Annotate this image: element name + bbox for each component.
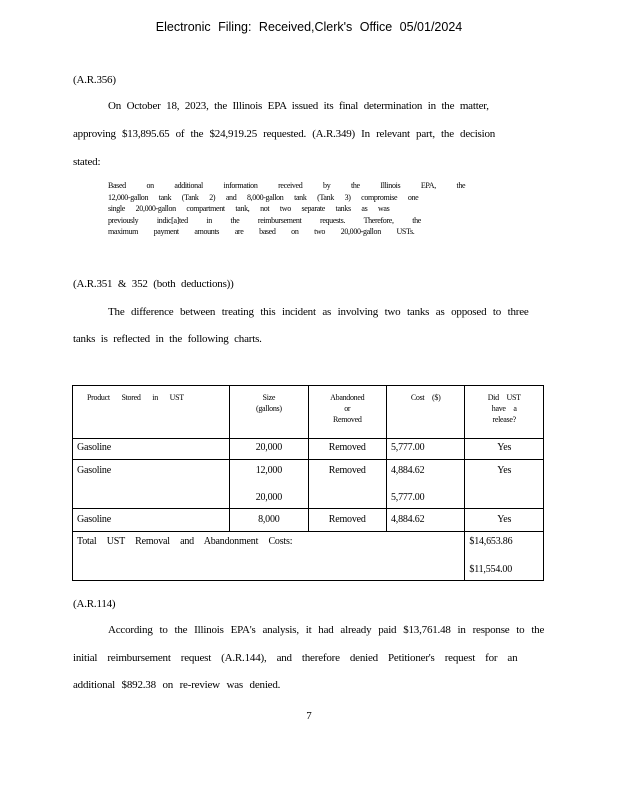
paragraph-1-line-2: approving $13,895.65 of the $24,919.25 requested. (A.R.349) In relevant part, the decision bbox=[73, 128, 496, 140]
cell-status: Removed bbox=[308, 439, 386, 460]
total-label: Total UST Removal and Abandonment Costs: bbox=[73, 532, 465, 581]
cell-size: 20,000 bbox=[230, 439, 308, 460]
cell-cost: 4,884.62 bbox=[386, 509, 464, 532]
header-cost: Cost ($) bbox=[386, 386, 464, 439]
table-row bbox=[73, 439, 544, 460]
header-release: Did UST have a release? bbox=[465, 386, 544, 439]
cell-release: Yes bbox=[465, 460, 544, 509]
electronic-filing-stamp: Electronic Filing: Received,Clerk's Office 05/01/2024 bbox=[155, 20, 463, 34]
cell-status: Removed bbox=[308, 460, 386, 509]
ust-cost-table bbox=[72, 385, 544, 581]
citation-ar356: (A.R.356) bbox=[73, 74, 116, 86]
header-abandoned: Abandoned or Removed bbox=[308, 386, 386, 439]
paragraph-3-line-3: additional $892.38 on re-review was denied. bbox=[73, 679, 281, 691]
cell-size: 12,000 20,000 bbox=[230, 460, 308, 509]
paragraph-3-line-2: initial reimbursement request (A.R.144), and therefore denied Petitioner's request for an bbox=[73, 652, 518, 664]
page-number: 7 bbox=[306, 710, 312, 722]
cell-status: Removed bbox=[308, 509, 386, 532]
paragraph-2-line-2: tanks is reflected in the following charts. bbox=[73, 333, 262, 345]
cell-product: Gasoline bbox=[73, 460, 230, 509]
cell-size: 8,000 bbox=[230, 509, 308, 532]
paragraph-1-line-3: stated: bbox=[73, 156, 101, 168]
table-total-row bbox=[73, 532, 544, 581]
quote-line-1: Based on additional information received by the Illinois EPA, the bbox=[108, 181, 466, 190]
paragraph-3-line-1: According to the Illinois EPA's analysis, it had already paid $13,761.48 in response to the bbox=[108, 624, 545, 636]
cell-cost: 4,884.62 5,777.00 bbox=[386, 460, 464, 509]
quote-line-4: previously indic[a]ted in the reimbursement requests. Therefore, the bbox=[108, 215, 421, 225]
table-row bbox=[73, 460, 544, 509]
header-product: Product Stored in UST bbox=[73, 386, 230, 439]
cell-product: Gasoline bbox=[73, 509, 230, 532]
paragraph-2-line-1: The difference between treating this incident as involving two tanks as opposed to three bbox=[108, 306, 529, 318]
cell-release: Yes bbox=[465, 439, 544, 460]
citation-ar114: (A.R.114) bbox=[73, 598, 116, 610]
total-values: $14,653.86 $11,554.00 bbox=[465, 532, 544, 581]
cell-product: Gasoline bbox=[73, 439, 230, 460]
cell-release: Yes bbox=[465, 509, 544, 532]
cell-cost: 5,777.00 bbox=[386, 439, 464, 460]
table-row bbox=[73, 509, 544, 532]
quote-line-2: 12,000-gallon tank (Tank 2) and 8,000-gallon tank (Tank 3) compromise one bbox=[108, 192, 419, 202]
header-size: Size (gallons) bbox=[230, 386, 308, 439]
citation-ar351-352: (A.R.351 & 352 (both deductions)) bbox=[73, 278, 234, 290]
block-quote bbox=[108, 180, 498, 238]
paragraph-1-line-1: On October 18, 2023, the Illinois EPA issued its final determination in the matter, bbox=[108, 100, 489, 112]
quote-line-5: maximum payment amounts are based on two 20,000-gallon USTs. bbox=[108, 227, 415, 236]
table-header-row bbox=[73, 386, 544, 439]
quote-line-3: single 20,000-gallon compartment tank, not two separate tanks as was bbox=[108, 204, 390, 213]
